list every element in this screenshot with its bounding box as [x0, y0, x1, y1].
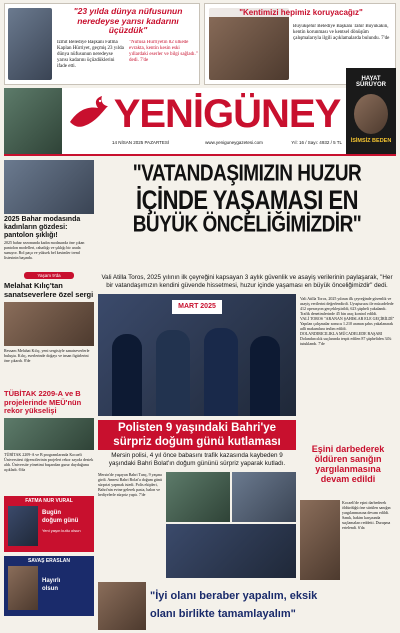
right-ad-photo — [354, 94, 388, 134]
story3-title[interactable]: TÜBİTAK 2209-A ve B projelerinde MEÜ'nün rekor yükselişi — [4, 389, 82, 415]
dove-logo — [66, 92, 112, 138]
bottom-photo — [98, 582, 146, 630]
photo-banner: MART 2025 — [172, 300, 222, 314]
left-promo-photo[interactable] — [4, 88, 62, 154]
officer-4 — [250, 336, 280, 416]
mid-photo-1[interactable] — [166, 472, 230, 522]
story1-tag[interactable]: Yaşam 9'da — [24, 272, 74, 279]
story3-body: TÜBİTAK 2209-A ve B programlarında Kocaeli Üniversitesi öğrencilerinin projeleri rekor sayıda destek aldı. Üniversite yönetimi başarıdan gurur duyduğunu açıkladı. 6'da — [4, 452, 94, 472]
mid-deck: Mersin polisi, 4 yıl önce babasını trafik kazasında kaybeden 9 yaşındaki Bahri Bolat'ın doğum gününü sürpriz yaparak kutladı. — [108, 452, 286, 467]
bottom-headline-line2: olanı birlikte tamamlayalım" — [150, 608, 296, 620]
story1-title[interactable]: 2025 Bahar modasında kadınların gözdesi: pantolon şıklığı! — [4, 216, 81, 239]
story2-photo[interactable] — [4, 302, 94, 346]
right-story-body: Kocaeli'de eşini darbederek öldürdüğü öne sürülen sanığın yargılanmasına devam edildi. Sanık, hakim karşısında suçlamaları reddetti. Duruşma ertelendi. 6'da — [342, 500, 391, 530]
birthday-ad-line3: Yeni yaşın kutlu olsun — [42, 528, 81, 533]
congrats-ad-name: SAVAŞ ERASLAN — [27, 558, 71, 564]
bottom-story[interactable] — [98, 582, 396, 630]
right-story-title[interactable]: Eşini darbederek öldüren sanığın yargılanmasına devam edildi — [311, 444, 385, 484]
story2-body: Ressam Melahat Kılıç, yeni sergisiyle sanatseverlerle buluştu. Kılıç, eserlerinde doğayı ve insan figürlerini öne çıkardı. 8'de — [4, 348, 90, 363]
right-ad-line3: İSİMSİZ BEDEN — [350, 138, 392, 144]
main-photo[interactable] — [98, 294, 296, 416]
officer-3 — [204, 328, 238, 416]
teaser-left-photo — [8, 8, 52, 80]
main-headline-line2: İÇİNDE YAŞAMASI EN — [135, 185, 359, 216]
masthead-name: YENİGÜNEY — [113, 92, 341, 136]
mid-photo-2[interactable] — [232, 472, 296, 522]
congrats-ad-line2: olsun — [42, 586, 58, 592]
birthday-ad-name: FATMA NUR VURAL — [25, 498, 73, 504]
masthead-date: 14 NİSAN 2025 PAZARTESİ — [112, 140, 170, 145]
teaser-left-quote: "Nüfusa Hürriyetin 82 ülkede evrakta, kentin kesin eski yıllardaki eserler ve bilgi sağladı." dedi. 7'de — [129, 40, 198, 63]
birthday-ad-line1: Bugün — [42, 510, 61, 516]
right-ad-line1: HAYAT — [361, 76, 381, 82]
masthead — [4, 76, 396, 156]
officer-1 — [112, 334, 142, 416]
birthday-ad-photo — [8, 506, 38, 546]
right-ad[interactable] — [346, 68, 396, 154]
birthday-ad-line2: doğum günü — [42, 518, 79, 524]
main-headline-line3: BÜYÜK ÖNCELİĞİMİZDİR" — [132, 212, 362, 238]
teaser-right-title: "Kentimizi hepimiz koruyacağız" — [209, 8, 393, 17]
masthead-issue: Yıl: 16 / Sayı: 4932 / 5 TL — [291, 140, 342, 145]
main-deck: Vali Atilla Toros, 2025 yılının ilk çeyreğini kapsayan 3 aylık güvenlik ve asayiş verilerinin paylaşarak, "Her bir vatandaşımızın kendini güvende hissetmesi, huzur içinde yaşaması en büyük önceliğimizdir" dedi. — [101, 274, 393, 289]
teaser-left-body: İzmit Belediye Başkanı Fatma Kaplan Hürriyet, geçmiş 23 yılda dünya nüfusunun neredeyse yarısı kadarını üçüzdüklerini ifade etti. — [57, 40, 124, 69]
congrats-ad-line1: Hayırlı — [42, 578, 61, 584]
congrats-ad-photo — [8, 566, 38, 610]
main-headline-line1: "VATANDAŞIMIZIN HUZUR — [132, 161, 362, 187]
teaser-left-title: "23 yılda dünya nüfusunun neredeyse yarısı kadarını üçüzdük" — [73, 6, 183, 35]
officer-2 — [156, 330, 190, 416]
right-ad-line2: SÜRÜYOR — [355, 82, 386, 88]
masthead-url[interactable]: www.yeniguneygazetesi.com — [205, 140, 263, 145]
story3-photo[interactable] — [4, 418, 94, 450]
mid-headline-band[interactable] — [98, 420, 296, 450]
mid-headline-line1: Polisten 9 yaşındaki Bahri'ye — [117, 422, 277, 434]
congrats-ad[interactable] — [4, 556, 94, 616]
teaser-right-body: Büyükşehir Belediye Başkanı Tahir Büyükakın, kentin korunması ve kentsel dönüşüm çalışmalarıyla ilgili açıklamalarda bulundu. 7'de — [293, 24, 390, 41]
birthday-ad[interactable] — [4, 496, 94, 552]
teaser-right-photo — [209, 8, 289, 80]
bottom-headline-line1: "İyi olanı beraber yapalım, eksik — [150, 590, 318, 602]
mid-body: Mersin'de yaşayan Bahri Tunç, 9 yaşına girdi. Annesi Bahri Bolat'a doğum günü sürprizi yapmak istedi. Polis ekipleri, Bahri'nin evine gelerek pasta, balon ve hediyelerle sürpriz yaptı. 7'de — [98, 472, 162, 497]
left-column — [4, 160, 94, 630]
story1-body: 2025 bahar sezonunda kadın modasında öne çıkan pantolon modelleri, rahatlığı ve şıklığı bir arada sunuyor. Bol paça ve yüksek bel kesimler trend listesinin başında. — [4, 240, 85, 260]
main-headline-block[interactable] — [98, 160, 396, 270]
fashion-photo[interactable] — [4, 160, 94, 214]
teaser-left[interactable] — [4, 3, 200, 85]
right-story-photo[interactable] — [300, 500, 340, 580]
story2-title[interactable]: Melahat Kılıç'tan sanatseverlere özel sergi — [4, 281, 94, 299]
mid-headline-line2: sürpriz doğum günü kutlaması — [113, 436, 281, 448]
right-column-body: Vali Atilla Toros, 2025 yılının ilk çeyreğinde güvenlik ve asayiş verilerini değerlendirdi. Uyuşturucu ile mücadelede 412 operasyon gerçekleştirildi, 623 şüpheli yakalandı. Trafik denetimlerinde 45 bin araç kontrol edildi. VALİ TOROS "ARANAN ŞAHISLAR ELE GEÇİRİLDİ" Yapılan çalışmalar sonucu 1.210 aranan şahıs yakalanarak adli makamlara teslim edildi. DOLANDIRICILIKLA MÜCADELEDE BAŞARI Dolandırıcılık suçlarında tespit edilen 87 şüpheliden 34'ü tutuklandı. 7'de — [300, 296, 395, 346]
mid-photo-3[interactable] — [166, 524, 296, 578]
